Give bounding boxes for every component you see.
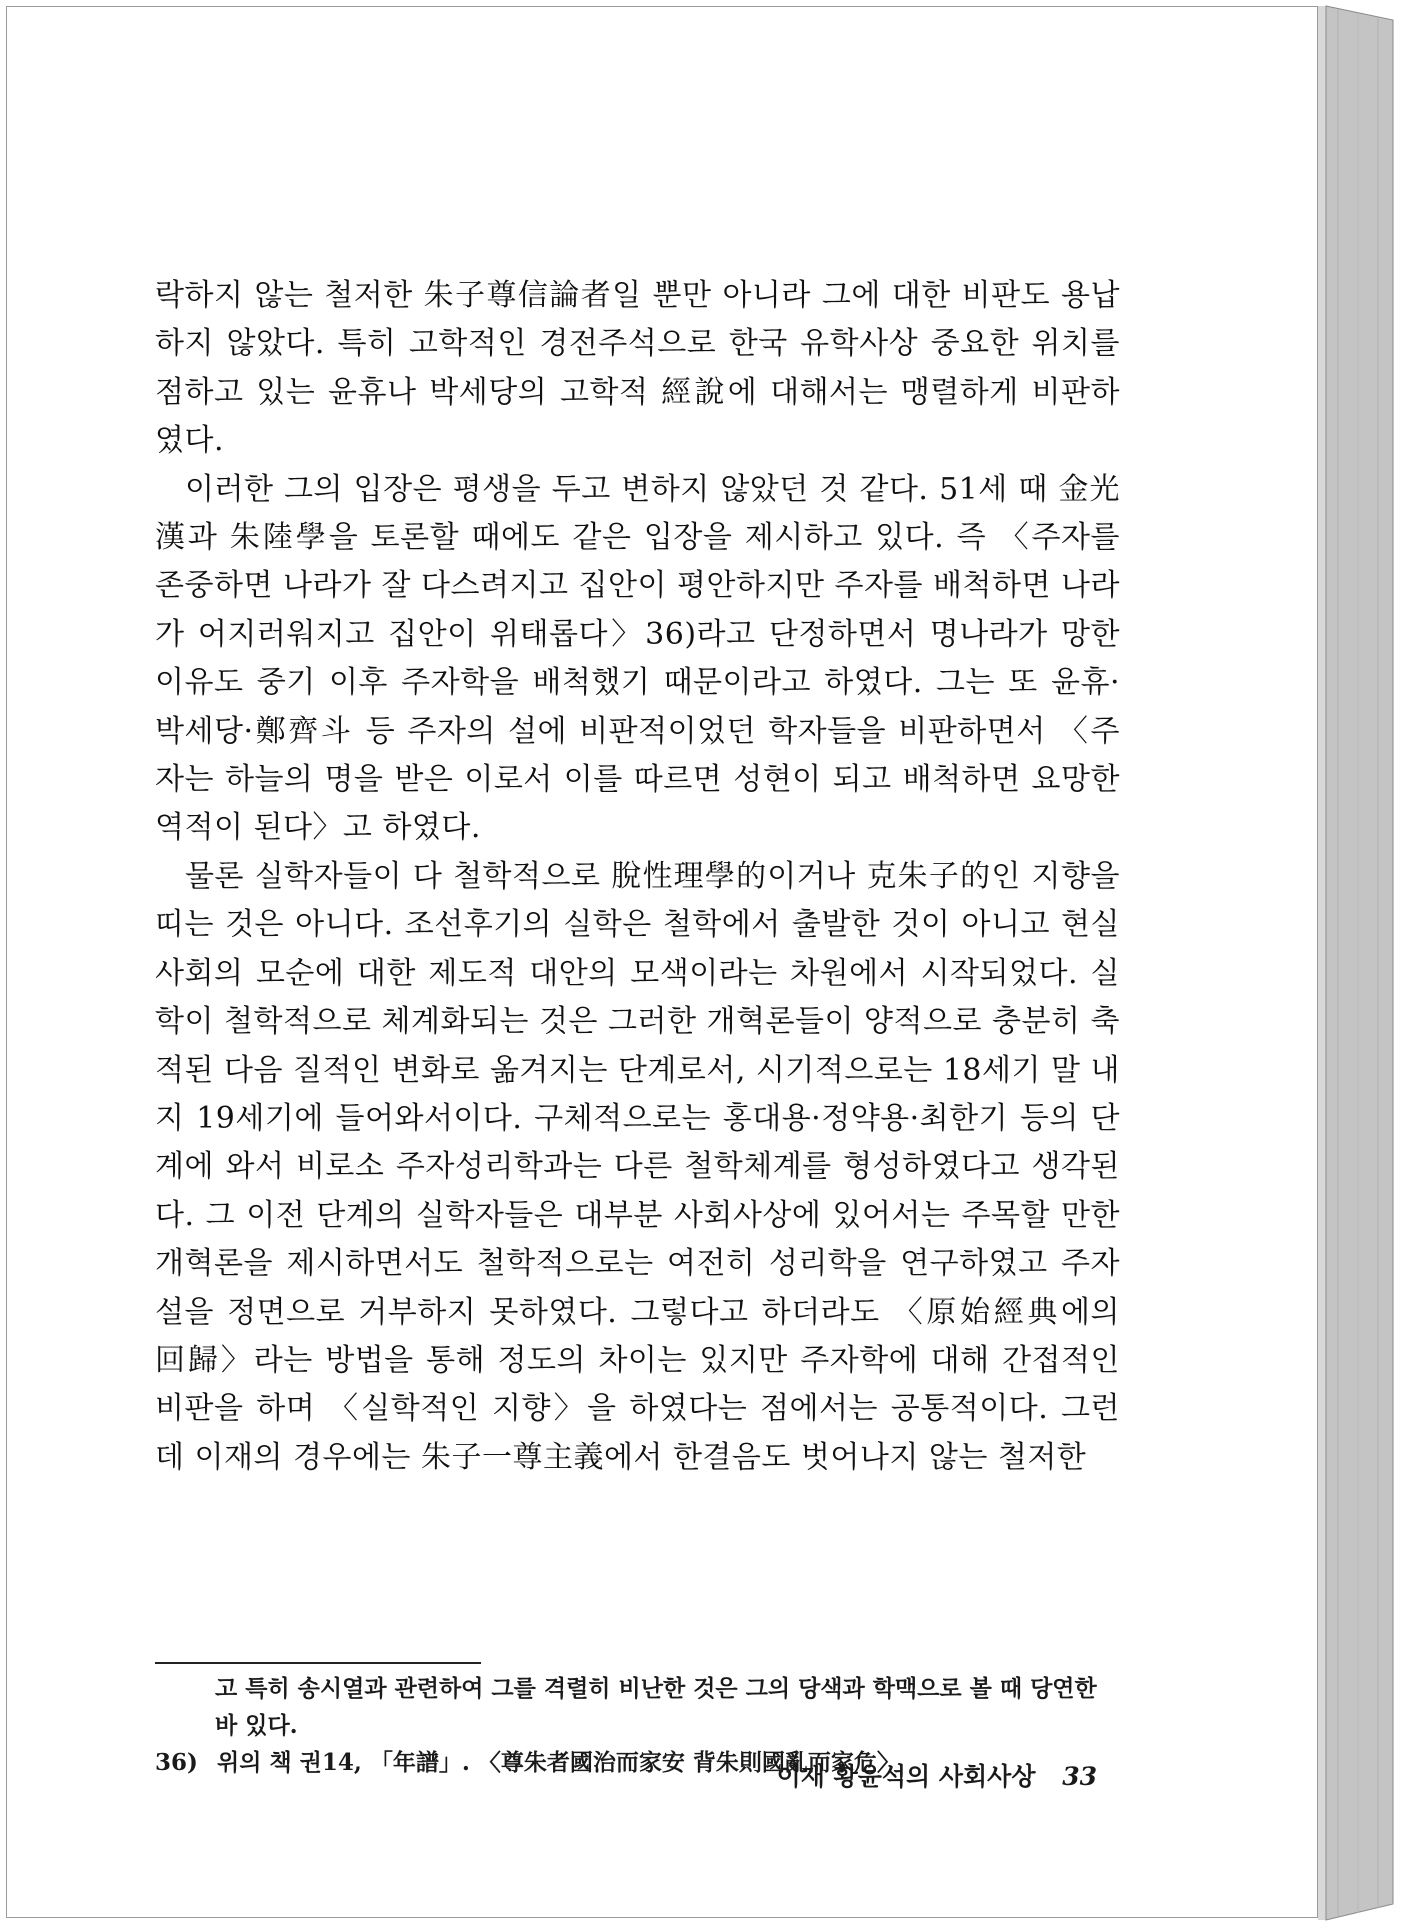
- paragraph-continued: 락하지 않는 철저한 朱子尊信論者일 뿐만 아니라 그에 대한 비판도 용납하지 않았다. 특히 고학적인 경전주석으로 한국 유학사상 중요한 위치를 점하고 있는 윤휴나 박세당의 고학적 經說에 대해서는 맹렬하게 비판하였다.: [155, 278, 1120, 459]
- running-title: 이재 황윤석의 사회사상: [776, 1762, 1036, 1791]
- footnote-number: 36): [155, 1749, 198, 1776]
- body-text: [155, 272, 1120, 1482]
- running-footer: [777, 1757, 1097, 1793]
- paragraph: 이러한 그의 입장은 평생을 두고 변하지 않았던 것 같다. 51세 때 金光漢과 朱陸學을 토론할 때에도 같은 입장을 제시하고 있다. 즉 〈주자를 존중하면 나라가 잘 다스려지고 집안이 평안하지만 주자를 배척하면 나라가 어지러워지고 집안이 위태롭다〉36)라고 단정하면서 명나라가 망한 이유도 중기 이후 주자학을 배척했기 때문이라고 하였다. 그는 또 윤휴·박세당·鄭齊斗 등 주자의 설에 비판적이었던 학자들을 비판하면서 〈주자는 하늘의 명을 받은 이로서 이를 따르면 성현이 되고 배척하면 요망한 역적이 된다〉고 하였다.: [155, 471, 1120, 846]
- book-page-edges: [1318, 0, 1403, 1926]
- page-number: 33: [1062, 1762, 1097, 1791]
- footnote-continuation: 고 특히 송시열과 관련하여 그를 격렬히 비난한 것은 그의 당색과 학맥으로 볼 때 당연한 바 있다.: [215, 1675, 1097, 1739]
- footnote-divider: [155, 1662, 481, 1664]
- paragraph: 물론 실학자들이 다 철학적으로 脫性理學的이거나 克朱子的인 지향을 띠는 것은 아니다. 조선후기의 실학은 철학에서 출발한 것이 아니고 현실사회의 모순에 대한 제도적 대안의 모색이라는 차원에서 시작되었다. 실학이 철학적으로 체계화되는 것은 그러한 개혁론들이 양적으로 충분히 축적된 다음 질적인 변화로 옮겨지는 단계로서, 시기적으로는 18세기 말 내지 19세기에 들어와서이다. 구체적으로는 홍대용·정약용·최한기 등의 단계에 와서 비로소 주자성리학과는 다른 철학체계를 형성하였다고 생각된다. 그 이전 단계의 실학자들은 대부분 사회사상에 있어서는 주목할 만한 개혁론을 제시하면서도 철학적으로는 여전히 성리학을 연구하였고 주자설을 정면으로 거부하지 못하였다. 그렇다고 하더라도 〈原始經典에의 回歸〉라는 방법을 통해 정도의 차이는 있지만 주자학에 대해 간접적인 비판을 하며 〈실학적인 지향〉을 하였다는 점에서는 공통적이다. 그런데 이재의 경우에는 朱子一尊主義에서 한결음도 벗어나지 않는 철저한: [155, 858, 1120, 1475]
- footnote-text: 위의 책 권14, 「年譜」. 〈尊朱者國治而家安 背朱則國亂而家危〉: [217, 1749, 900, 1776]
